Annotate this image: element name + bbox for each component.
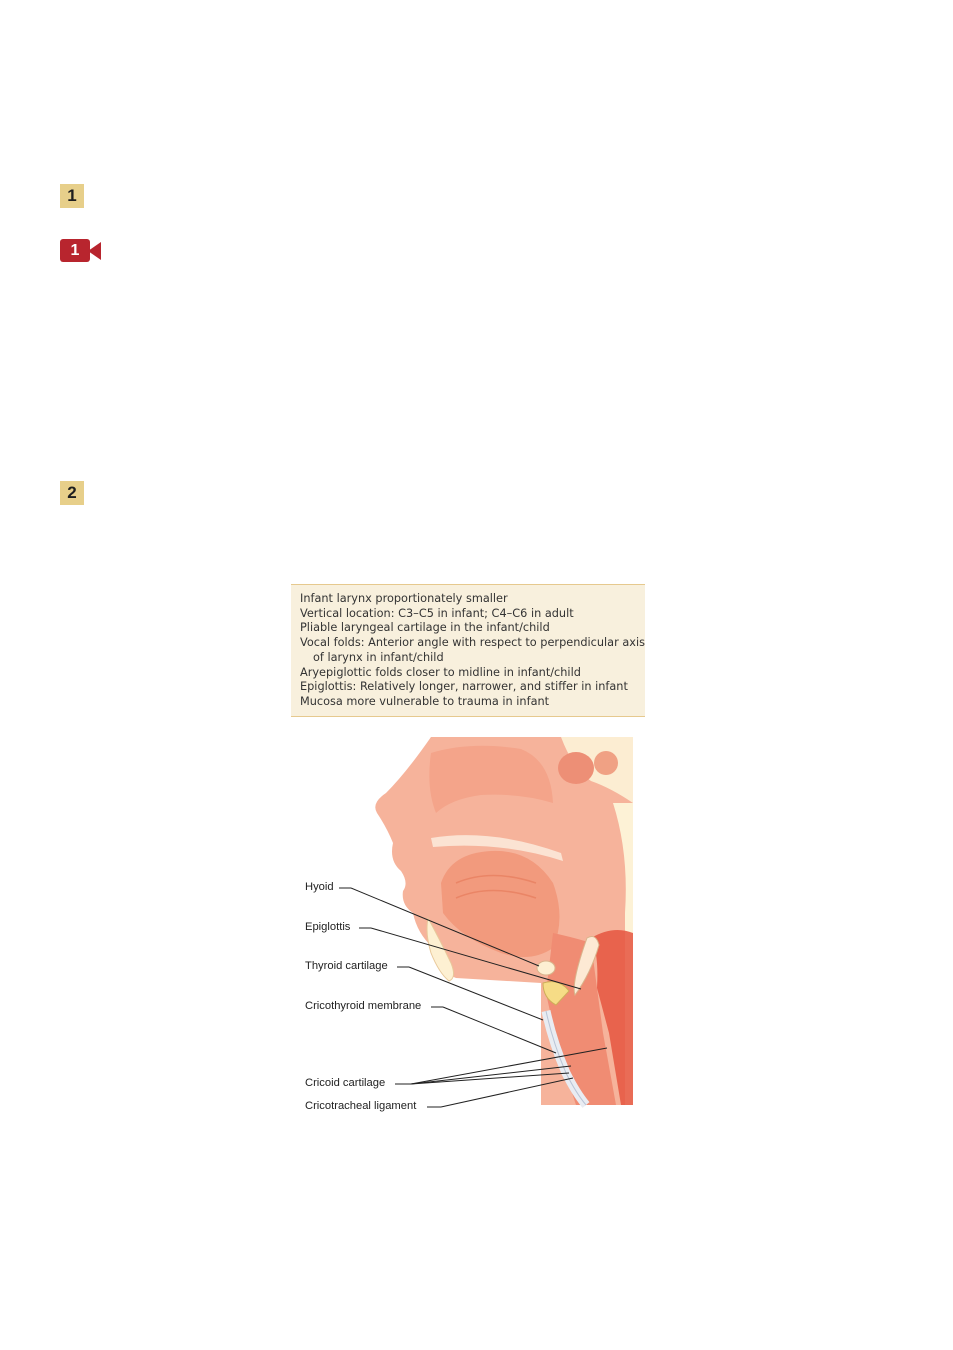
section-marker-2: 2 [60, 481, 84, 505]
table-line: Aryepiglottic folds closer to midline in infant/child [300, 665, 581, 679]
table-line: Infant larynx proportionately smaller [300, 592, 508, 605]
label-epiglottis: Epiglottis [305, 921, 351, 933]
label-thyroid-cartilage: Thyroid cartilage [305, 960, 388, 972]
label-cricotracheal-ligament: Cricotracheal ligament [305, 1100, 417, 1112]
infant-airway-figure [291, 733, 636, 1115]
label-cricoid-cartilage: Cricoid cartilage [305, 1077, 386, 1089]
label-hyoid: Hyoid [305, 881, 334, 893]
table-line: of larynx in infant/child [313, 650, 444, 664]
table-line: Vocal folds: Anterior angle with respect to perpendicular axis [300, 636, 645, 650]
table-line: Pliable laryngeal cartilage in the infant/child [300, 621, 550, 635]
video-marker-number: 1 [60, 239, 90, 262]
video-camera-icon [88, 241, 102, 261]
larynx-differences-table [291, 584, 645, 717]
table-line: Epiglottis: Relatively longer, narrower, and stiffer in infant [300, 680, 628, 694]
section-marker-1: 1 [60, 184, 84, 208]
video-marker[interactable] [60, 239, 102, 263]
table-line: Vertical location: C3–C5 in infant; C4–C6 in adult [300, 606, 574, 620]
label-cricothyroid-membrane: Cricothyroid membrane [305, 1000, 422, 1012]
table-line: Mucosa more vulnerable to trauma in infant [300, 694, 550, 708]
